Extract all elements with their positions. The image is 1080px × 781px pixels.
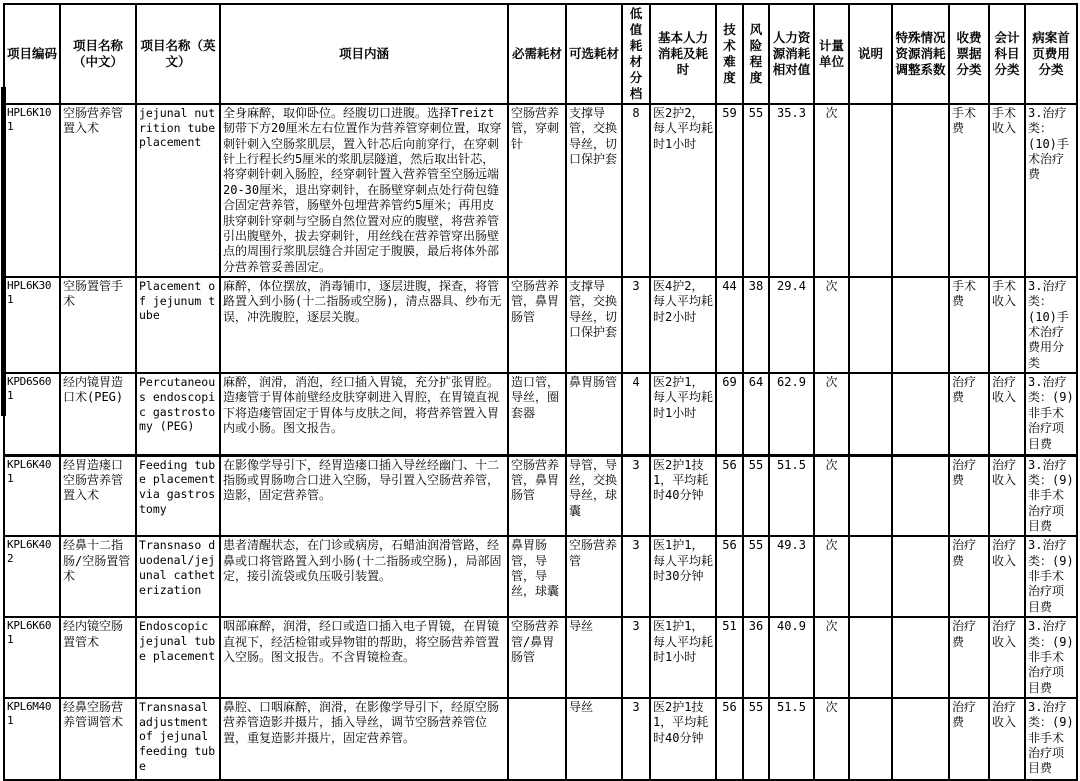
column-header-item-code: 项目编码 xyxy=(4,4,60,104)
cell-item-content: 在影像学导引下，经胃造瘘口插入导丝经幽门、十二指肠或胃肠吻合口进入空肠，导引置入空肠营养管，造影，固定营养管。 xyxy=(220,455,508,536)
table-row-KPL6K401 xyxy=(4,455,1077,536)
cell-risk-level: 55 xyxy=(743,104,769,277)
column-header-basic-manpower: 基本人力消耗及耗时 xyxy=(650,4,716,104)
cell-hr-consumption-relative-value: 29.4 xyxy=(769,277,814,373)
column-header-hr-consumption-relative-value: 人力资源消耗相对值 xyxy=(769,4,814,104)
cell-basic-manpower: 医2护1，每人平均耗时1小时 xyxy=(650,373,716,455)
cell-item-code: HPL6K301 xyxy=(4,277,60,373)
cell-medical-record-fee-category: 3.治疗类：(10)手术治疗费用分类 xyxy=(1025,277,1077,373)
cell-special-adjustment-factor xyxy=(892,698,949,780)
cell-technical-difficulty: 51 xyxy=(716,617,743,698)
cell-special-adjustment-factor xyxy=(892,617,949,698)
cell-item-content: 咽部麻醉，润滑，经口或造口插入电子胃镜，在胃镜直视下，经活检钳或异物钳的帮助，将空肠营养管置入空肠。图文报告。不含胃镜检查。 xyxy=(220,617,508,698)
cell-hr-consumption-relative-value: 49.3 xyxy=(769,536,814,617)
cell-technical-difficulty: 69 xyxy=(716,373,743,455)
cell-item-content: 患者清醒状态，在门诊或病房，石蜡油润滑管路，经鼻或口将管路置入到小肠(十二指肠或空肠)，局部固定，接引流袋或负压吸引装置。 xyxy=(220,536,508,617)
cell-billing-invoice-category: 治疗费 xyxy=(949,455,989,536)
cell-billing-invoice-category: 手术费 xyxy=(949,277,989,373)
column-header-accounting-subject-category: 会计科目分类 xyxy=(989,4,1025,104)
cell-hr-consumption-relative-value: 35.3 xyxy=(769,104,814,277)
cell-accounting-subject-category: 治疗收入 xyxy=(989,536,1025,617)
cell-billing-invoice-category: 治疗费 xyxy=(949,698,989,780)
cell-low-value-consumable-tier: 8 xyxy=(622,104,650,277)
cell-accounting-subject-category: 治疗收入 xyxy=(989,455,1025,536)
cell-special-adjustment-factor xyxy=(892,536,949,617)
cell-medical-record-fee-category: 3.治疗类：(9)非手术治疗项目费 xyxy=(1025,373,1077,455)
cell-required-consumables: 造口管，导丝，圈套器 xyxy=(508,373,566,455)
cell-unit: 次 xyxy=(814,373,849,455)
column-header-technical-difficulty: 技术难度 xyxy=(716,4,743,104)
medical-procedure-pricing-table xyxy=(3,3,1078,781)
cell-basic-manpower: 医2护1技1，平均耗时40分钟 xyxy=(650,698,716,780)
cell-unit: 次 xyxy=(814,455,849,536)
cell-risk-level: 64 xyxy=(743,373,769,455)
column-header-risk-level: 风险程度 xyxy=(743,4,769,104)
cell-basic-manpower: 医1护1，每人平均耗时30分钟 xyxy=(650,536,716,617)
cell-optional-consumables: 导管，导丝，交换导丝，球囊 xyxy=(566,455,622,536)
column-header-item-content: 项目内涵 xyxy=(220,4,508,104)
cell-name-en: Transnaso duodenal/jejunal catheterization xyxy=(136,536,220,617)
cell-optional-consumables: 导丝 xyxy=(566,617,622,698)
cell-item-code: KPL6K401 xyxy=(4,455,60,536)
cell-name-cn: 空肠营养管置入术 xyxy=(60,104,136,277)
cell-item-content: 全身麻醉，取仰卧位。经腹切口进腹。选择Treizt韧带下方20厘米左右位置作为营养管穿刺位置，取穿刺针刺入空肠浆肌层，置入针芯后向前穿行，在穿刺针上行程长约5厘米的浆肌层隧道，然后取出针芯，将穿刺针刺入肠腔，经穿刺针置入营养管至空肠远端20-30厘米，退出穿刺针，在肠壁穿刺点处行荷包缝合固定营养管，肠壁外包埋营养管约5厘米；再用皮肤穿刺针穿刺与空肠自然位置对应的腹壁，将营养管引出腹壁外，拔去穿刺针，用丝线在营养管穿出肠壁点的周围行浆肌层缝合并固定于腹膜，最后将体外部分营养管妥善固定。 xyxy=(220,104,508,277)
cell-hr-consumption-relative-value: 40.9 xyxy=(769,617,814,698)
cell-item-content: 麻醉，体位摆放，消毒铺巾，逐层进腹，探查，将管路置入到小肠(十二指肠或空肠)，清点器具、纱布无误，冲洗腹腔，逐层关腹。 xyxy=(220,277,508,373)
cell-name-en: Endoscopic jejunal tube placement xyxy=(136,617,220,698)
cell-item-code: HPL6K101 xyxy=(4,104,60,277)
cell-technical-difficulty: 56 xyxy=(716,698,743,780)
cell-item-content: 鼻腔、口咽麻醉，润滑，在影像学导引下，经原空肠营养管造影并摄片，插入导丝，调节空肠营养管位置，重复造影并摄片，固定营养管。 xyxy=(220,698,508,780)
cell-accounting-subject-category: 治疗收入 xyxy=(989,373,1025,455)
table-row-KPL6K601 xyxy=(4,617,1077,698)
cell-remarks xyxy=(849,373,892,455)
cell-medical-record-fee-category: 3.治疗类：(9)非手术治疗项目费 xyxy=(1025,536,1077,617)
cell-name-en: Placement of jejunum tube xyxy=(136,277,220,373)
cell-technical-difficulty: 44 xyxy=(716,277,743,373)
cell-unit: 次 xyxy=(814,277,849,373)
table-row-KPL6M401 xyxy=(4,698,1077,780)
cell-remarks xyxy=(849,536,892,617)
cell-remarks xyxy=(849,617,892,698)
cell-optional-consumables: 支撑导管，交换导丝，切口保护套 xyxy=(566,104,622,277)
cell-unit: 次 xyxy=(814,536,849,617)
cell-medical-record-fee-category: 3.治疗类：(9)非手术治疗项目费 xyxy=(1025,455,1077,536)
cell-medical-record-fee-category: 3.治疗类：(10)手术治疗费 xyxy=(1025,104,1077,277)
cell-risk-level: 55 xyxy=(743,698,769,780)
cell-risk-level: 36 xyxy=(743,617,769,698)
cell-basic-manpower: 医1护1，每人平均耗时1小时 xyxy=(650,617,716,698)
cell-low-value-consumable-tier: 4 xyxy=(622,373,650,455)
cell-required-consumables: 鼻胃肠管，导管，导丝，球囊 xyxy=(508,536,566,617)
cell-accounting-subject-category: 治疗收入 xyxy=(989,698,1025,780)
cell-special-adjustment-factor xyxy=(892,455,949,536)
cell-unit: 次 xyxy=(814,617,849,698)
table-body xyxy=(4,104,1077,780)
cell-optional-consumables: 空肠营养管 xyxy=(566,536,622,617)
cell-optional-consumables: 导丝 xyxy=(566,698,622,780)
cell-name-en: jejunal nutrition tube placement xyxy=(136,104,220,277)
column-header-optional-consumables: 可选耗材 xyxy=(566,4,622,104)
column-header-name-cn: 项目名称（中文） xyxy=(60,4,136,104)
cell-required-consumables: 空肠营养管，鼻胃肠管 xyxy=(508,455,566,536)
cell-name-cn: 经鼻空肠营养管调管术 xyxy=(60,698,136,780)
cell-name-en: Transnasal adjustment of jejunal feeding tube xyxy=(136,698,220,780)
table-row-HPL6K301 xyxy=(4,277,1077,373)
cell-name-cn: 空肠置管手术 xyxy=(60,277,136,373)
cell-risk-level: 38 xyxy=(743,277,769,373)
cell-accounting-subject-category: 手术收入 xyxy=(989,104,1025,277)
document-page xyxy=(3,3,1076,781)
cell-basic-manpower: 医4护2，每人平均耗时2小时 xyxy=(650,277,716,373)
cell-name-cn: 经鼻十二指肠/空肠置管术 xyxy=(60,536,136,617)
cell-item-code: KPL6M401 xyxy=(4,698,60,780)
cell-hr-consumption-relative-value: 62.9 xyxy=(769,373,814,455)
cell-name-cn: 经内镜空肠置管术 xyxy=(60,617,136,698)
column-header-name-en: 项目名称（英文） xyxy=(136,4,220,104)
cell-billing-invoice-category: 治疗费 xyxy=(949,373,989,455)
table-row-KPD6S601 xyxy=(4,373,1077,455)
cell-item-code: KPD6S601 xyxy=(4,373,60,455)
cell-technical-difficulty: 56 xyxy=(716,536,743,617)
cell-low-value-consumable-tier: 3 xyxy=(622,277,650,373)
cell-required-consumables: 空肠营养管，鼻胃肠管 xyxy=(508,277,566,373)
column-header-required-consumables: 必需耗材 xyxy=(508,4,566,104)
cell-item-content: 麻醉，润滑，消泡，经口插入胃镜，充分扩张胃腔。造瘘管于胃体前壁经皮肤穿刺进入胃腔，在胃镜直视下将造瘘管固定于胃体与皮肤之间，将营养管置入胃内或小肠。图文报告。 xyxy=(220,373,508,455)
cell-name-en: Percutaneous endoscopic gastrostomy (PEG) xyxy=(136,373,220,455)
cell-low-value-consumable-tier: 3 xyxy=(622,536,650,617)
cell-item-code: KPL6K402 xyxy=(4,536,60,617)
cell-special-adjustment-factor xyxy=(892,373,949,455)
table-row-HPL6K101 xyxy=(4,104,1077,277)
cell-accounting-subject-category: 治疗收入 xyxy=(989,617,1025,698)
cell-required-consumables xyxy=(508,698,566,780)
cell-required-consumables: 空肠营养管，穿刺针 xyxy=(508,104,566,277)
cell-unit: 次 xyxy=(814,104,849,277)
cell-remarks xyxy=(849,698,892,780)
cell-hr-consumption-relative-value: 51.5 xyxy=(769,698,814,780)
cell-optional-consumables: 支撑导管，交换导丝，切口保护套 xyxy=(566,277,622,373)
cell-risk-level: 55 xyxy=(743,455,769,536)
cell-low-value-consumable-tier: 3 xyxy=(622,698,650,780)
cell-hr-consumption-relative-value: 51.5 xyxy=(769,455,814,536)
cell-name-cn: 经胃造瘘口空肠营养管置入术 xyxy=(60,455,136,536)
cell-unit: 次 xyxy=(814,698,849,780)
cell-medical-record-fee-category: 3.治疗类：(9)非手术治疗项目费 xyxy=(1025,698,1077,780)
cell-basic-manpower: 医2护1技1，平均耗时40分钟 xyxy=(650,455,716,536)
cell-item-code: KPL6K601 xyxy=(4,617,60,698)
left-edge-marker xyxy=(1,87,6,416)
cell-billing-invoice-category: 治疗费 xyxy=(949,536,989,617)
cell-low-value-consumable-tier: 3 xyxy=(622,455,650,536)
cell-risk-level: 55 xyxy=(743,536,769,617)
cell-billing-invoice-category: 手术费 xyxy=(949,104,989,277)
cell-medical-record-fee-category: 3.治疗类：(9)非手术治疗项目费 xyxy=(1025,617,1077,698)
cell-remarks xyxy=(849,277,892,373)
cell-name-en: Feeding tube placement via gastrostomy xyxy=(136,455,220,536)
cell-billing-invoice-category: 治疗费 xyxy=(949,617,989,698)
column-header-medical-record-fee-category: 病案首页费用分类 xyxy=(1025,4,1077,104)
column-header-billing-invoice-category: 收费票据分类 xyxy=(949,4,989,104)
cell-remarks xyxy=(849,104,892,277)
cell-technical-difficulty: 59 xyxy=(716,104,743,277)
cell-optional-consumables: 鼻胃肠管 xyxy=(566,373,622,455)
header-row xyxy=(4,4,1077,104)
cell-basic-manpower: 医2护2，每人平均耗时1小时 xyxy=(650,104,716,277)
column-header-remarks: 说明 xyxy=(849,4,892,104)
cell-low-value-consumable-tier: 3 xyxy=(622,617,650,698)
column-header-special-adjustment-factor: 特殊情况资源消耗调整系数 xyxy=(892,4,949,104)
column-header-unit: 计量单位 xyxy=(814,4,849,104)
cell-special-adjustment-factor xyxy=(892,277,949,373)
cell-special-adjustment-factor xyxy=(892,104,949,277)
cell-technical-difficulty: 56 xyxy=(716,455,743,536)
cell-remarks xyxy=(849,455,892,536)
cell-required-consumables: 空肠营养管/鼻胃肠管 xyxy=(508,617,566,698)
cell-accounting-subject-category: 手术收入 xyxy=(989,277,1025,373)
table-row-KPL6K402 xyxy=(4,536,1077,617)
cell-name-cn: 经内镜胃造口术(PEG) xyxy=(60,373,136,455)
column-header-low-value-consumable-tier: 低值耗材分档 xyxy=(622,4,650,104)
